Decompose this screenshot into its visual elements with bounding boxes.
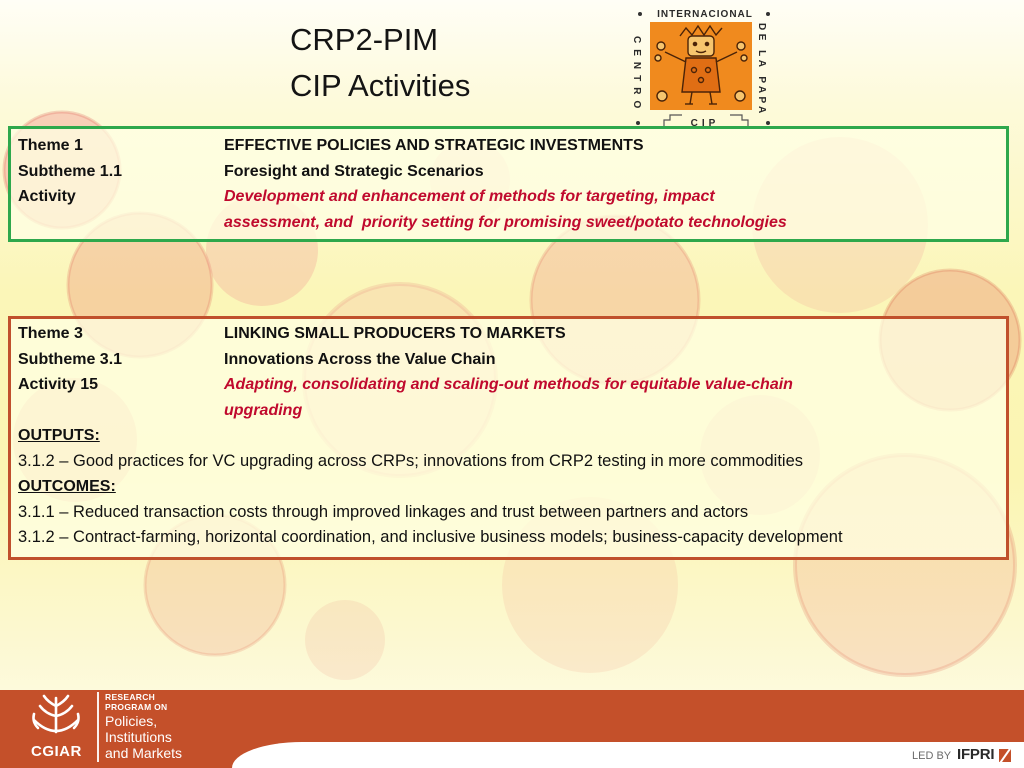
subtheme-row <box>18 347 998 373</box>
program-name-line: Policies, <box>105 713 158 729</box>
activity-label: Activity 15 <box>18 376 99 393</box>
subtheme-title: Innovations Across the Value Chain <box>224 350 496 368</box>
outcome-item: 3.1.2 – Contract-farming, horizontal coordination, and inclusive business models; business-capacity development <box>18 528 843 546</box>
program-kicker-line: PROGRAM ON <box>105 702 168 712</box>
ifpri-logo-mark <box>999 749 1011 762</box>
activity-row <box>18 184 998 235</box>
footer-lead-strip <box>232 742 1024 768</box>
activity-line: Adapting, consolidating and scaling-out methods for equitable value-chain <box>224 376 793 393</box>
cip-logo <box>628 2 778 132</box>
output-item: 3.1.2 – Good practices for VC upgrading across CRPs; innovations from CRP2 testing in more commodities <box>18 451 804 470</box>
logo-ring-bottom-text: CIP <box>690 118 720 129</box>
program-kicker-line: RESEARCH <box>105 692 156 702</box>
theme-label: Theme 3 <box>18 325 83 342</box>
logo-bullet <box>766 12 770 16</box>
cgiar-wordmark: CGIAR <box>31 743 82 760</box>
theme-label: Theme 1 <box>18 137 83 154</box>
program-kicker <box>105 692 168 712</box>
logo-ring-left-text: CENTRO <box>631 36 642 115</box>
theme-row <box>18 133 998 159</box>
subtheme-label: Subtheme 3.1 <box>18 350 123 368</box>
footer-divider <box>97 692 99 762</box>
logo-step-ornament <box>664 115 682 126</box>
outcomes-heading: OUTCOMES: <box>18 478 116 495</box>
logo-ring-top-text: INTERNACIONAL <box>657 9 753 20</box>
logo-step-ornament <box>730 115 748 126</box>
ifpri-wordmark: IFPRI <box>957 746 995 763</box>
theme-title: EFFECTIVE POLICIES AND STRATEGIC INVESTMENTS <box>224 137 644 154</box>
logo-bullet <box>638 12 642 16</box>
slide-title-line-2: CIP Activities <box>290 68 471 103</box>
outcome-item: 3.1.1 – Reduced transaction costs through improved linkages and trust between partners and actors <box>18 502 749 521</box>
program-name-line: Institutions <box>105 729 172 745</box>
logo-bullet <box>636 121 640 125</box>
activity-line: Development and enhancement of methods for targeting, impact <box>224 188 715 205</box>
theme-1-box <box>8 126 1009 242</box>
theme-3-box <box>8 316 1009 560</box>
activity-line: upgrading <box>224 401 303 419</box>
subtheme-row <box>18 159 998 185</box>
activity-description <box>224 184 787 235</box>
led-by-label: LED BY <box>912 750 952 762</box>
program-name <box>105 713 182 761</box>
logo-bullet <box>766 121 770 125</box>
background-circle <box>305 600 385 680</box>
cgiar-logo-icon <box>28 692 84 740</box>
slide-title-line-1: CRP2-PIM <box>290 22 439 57</box>
activity-label: Activity <box>18 188 76 205</box>
theme-title: LINKING SMALL PRODUCERS TO MARKETS <box>224 325 566 342</box>
activity-row <box>18 372 998 423</box>
subtheme-title: Foresight and Strategic Scenarios <box>224 162 484 180</box>
logo-ring-right-text: DE LA PAPA <box>756 23 767 117</box>
theme-row <box>18 321 998 347</box>
slide-title <box>290 17 470 109</box>
activity-line: assessment, and priority setting for promising sweet/potato technologies <box>224 213 787 231</box>
outputs-heading: OUTPUTS: <box>18 427 100 444</box>
activity-description <box>224 372 793 423</box>
subtheme-label: Subtheme 1.1 <box>18 162 123 180</box>
program-name-line: and Markets <box>105 745 183 761</box>
